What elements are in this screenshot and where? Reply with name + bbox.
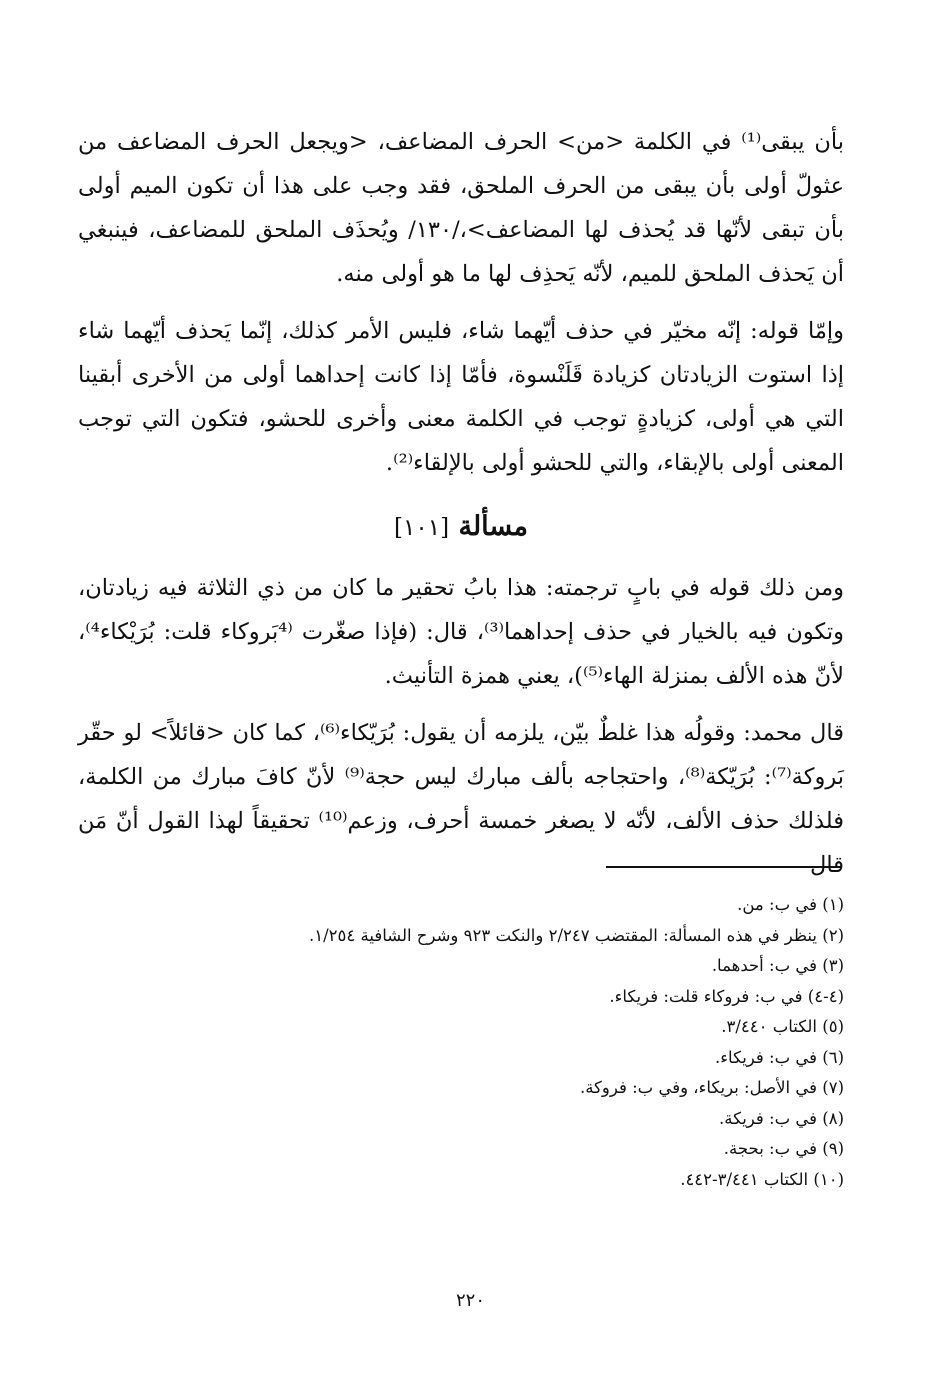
section-heading xyxy=(78,505,844,550)
main-text xyxy=(78,120,844,887)
footnote: (٧) في الأصل: بريكاء، وفي ب: فروكة. xyxy=(579,1078,844,1097)
page-number: ٢٢٠ xyxy=(455,1290,485,1311)
footnote: (٦) في ب: فريكاء. xyxy=(715,1047,844,1067)
footnote: (٩) في ب: بحجة. xyxy=(723,1139,844,1158)
footnotes xyxy=(200,890,844,1195)
paragraph-1: بأن يبقى⁽¹⁾ في الكلمة <من> الحرف المضاعف، <ويجعل الحرف المضاعف من عثولّ أولى بأن يبقى من الحرف الملحق، فقد وجب على هذا أن تكون الميم أولى بأن تبقى لأنّها قد يُحذف لها المضاعف>،/١٣٠/ ويُحذَف الملحق للمضاعف، فينبغي أن يَحذف الملحق للميم، لأنّه يَحذِف لها ما هو أولى منه. xyxy=(78,129,844,287)
paragraph-2: وإمّا قوله: إنّه مخيّر في حذف أيّهما شاء، فليس الأمر كذلك، إنّما يَحذف أيّهما شاء إذا استوت الزيادتان كزيادة قَلَنْسوة، فأمّا إذا كانت إحداهما أولى من الأخرى أبقينا التي هي أولى، كزيادةٍ توجب في الكلمة معنى وأخرى للحشو، فتكون التي توجب المعنى أولى بالإبقاء، والتي للحشو أولى بالإلقاء⁽²⁾. xyxy=(78,318,844,476)
footnote: (٨) في ب: فريكة. xyxy=(718,1108,844,1128)
footnote-divider xyxy=(606,866,842,868)
footnote: (٥) الكتاب ٣/٤٤٠. xyxy=(721,1017,844,1036)
footnote: (٢) ينظر في هذه المسألة: المقتضب ٢/٢٤٧ والنكت ٩٢٣ وشرح الشافية ١/٢٥٤. xyxy=(308,925,844,945)
paragraph-4: قال محمد: وقولُه هذا غلطٌ بيّن، يلزمه أن يقول: بُرَيّكاء⁽⁶⁾، كما كان <قائلاً> لو حقّر بَروكة⁽⁷⁾: بُرَيّكة⁽⁸⁾، واحتجاجه بألف مبارك ليس حجة⁽⁹⁾ لأنّ كافَ مبارك من الكلمة، فلذلك حذف الألف، لأنّه لا يصغر خمسة أحرف، وزعم⁽¹⁰⁾ تحقيقاً لهذا القول أنّ مَن قال xyxy=(78,720,844,878)
footnote: (١) في ب: من. xyxy=(737,895,844,914)
heading-title: مسألة xyxy=(458,511,528,542)
paragraph-3: ومن ذلك قوله في بابٍ ترجمته: هذا بابُ تحقير ما كان من ذي الثلاثة فيه زيادتان، وتكون فيه بالخيار في حذف إحداهما⁽³⁾، قال: (فإذا صغّرت ⁽⁴بَروكاء قلت: بُرَيْكاء⁴⁾، لأنّ هذه الألف بمنزلة الهاء⁽⁵⁾)، يعني همزة التأنيث. xyxy=(78,575,845,689)
heading-number: [١٠١] xyxy=(394,515,450,541)
footnote: (٤-٤) في ب: فروكاء قلت: فريكاء. xyxy=(609,986,844,1006)
footnote: (٣) في ب: أحدهما. xyxy=(711,956,844,975)
footnote: (١٠) الكتاب ٣/٤٤١-٤٤٢. xyxy=(680,1169,844,1189)
